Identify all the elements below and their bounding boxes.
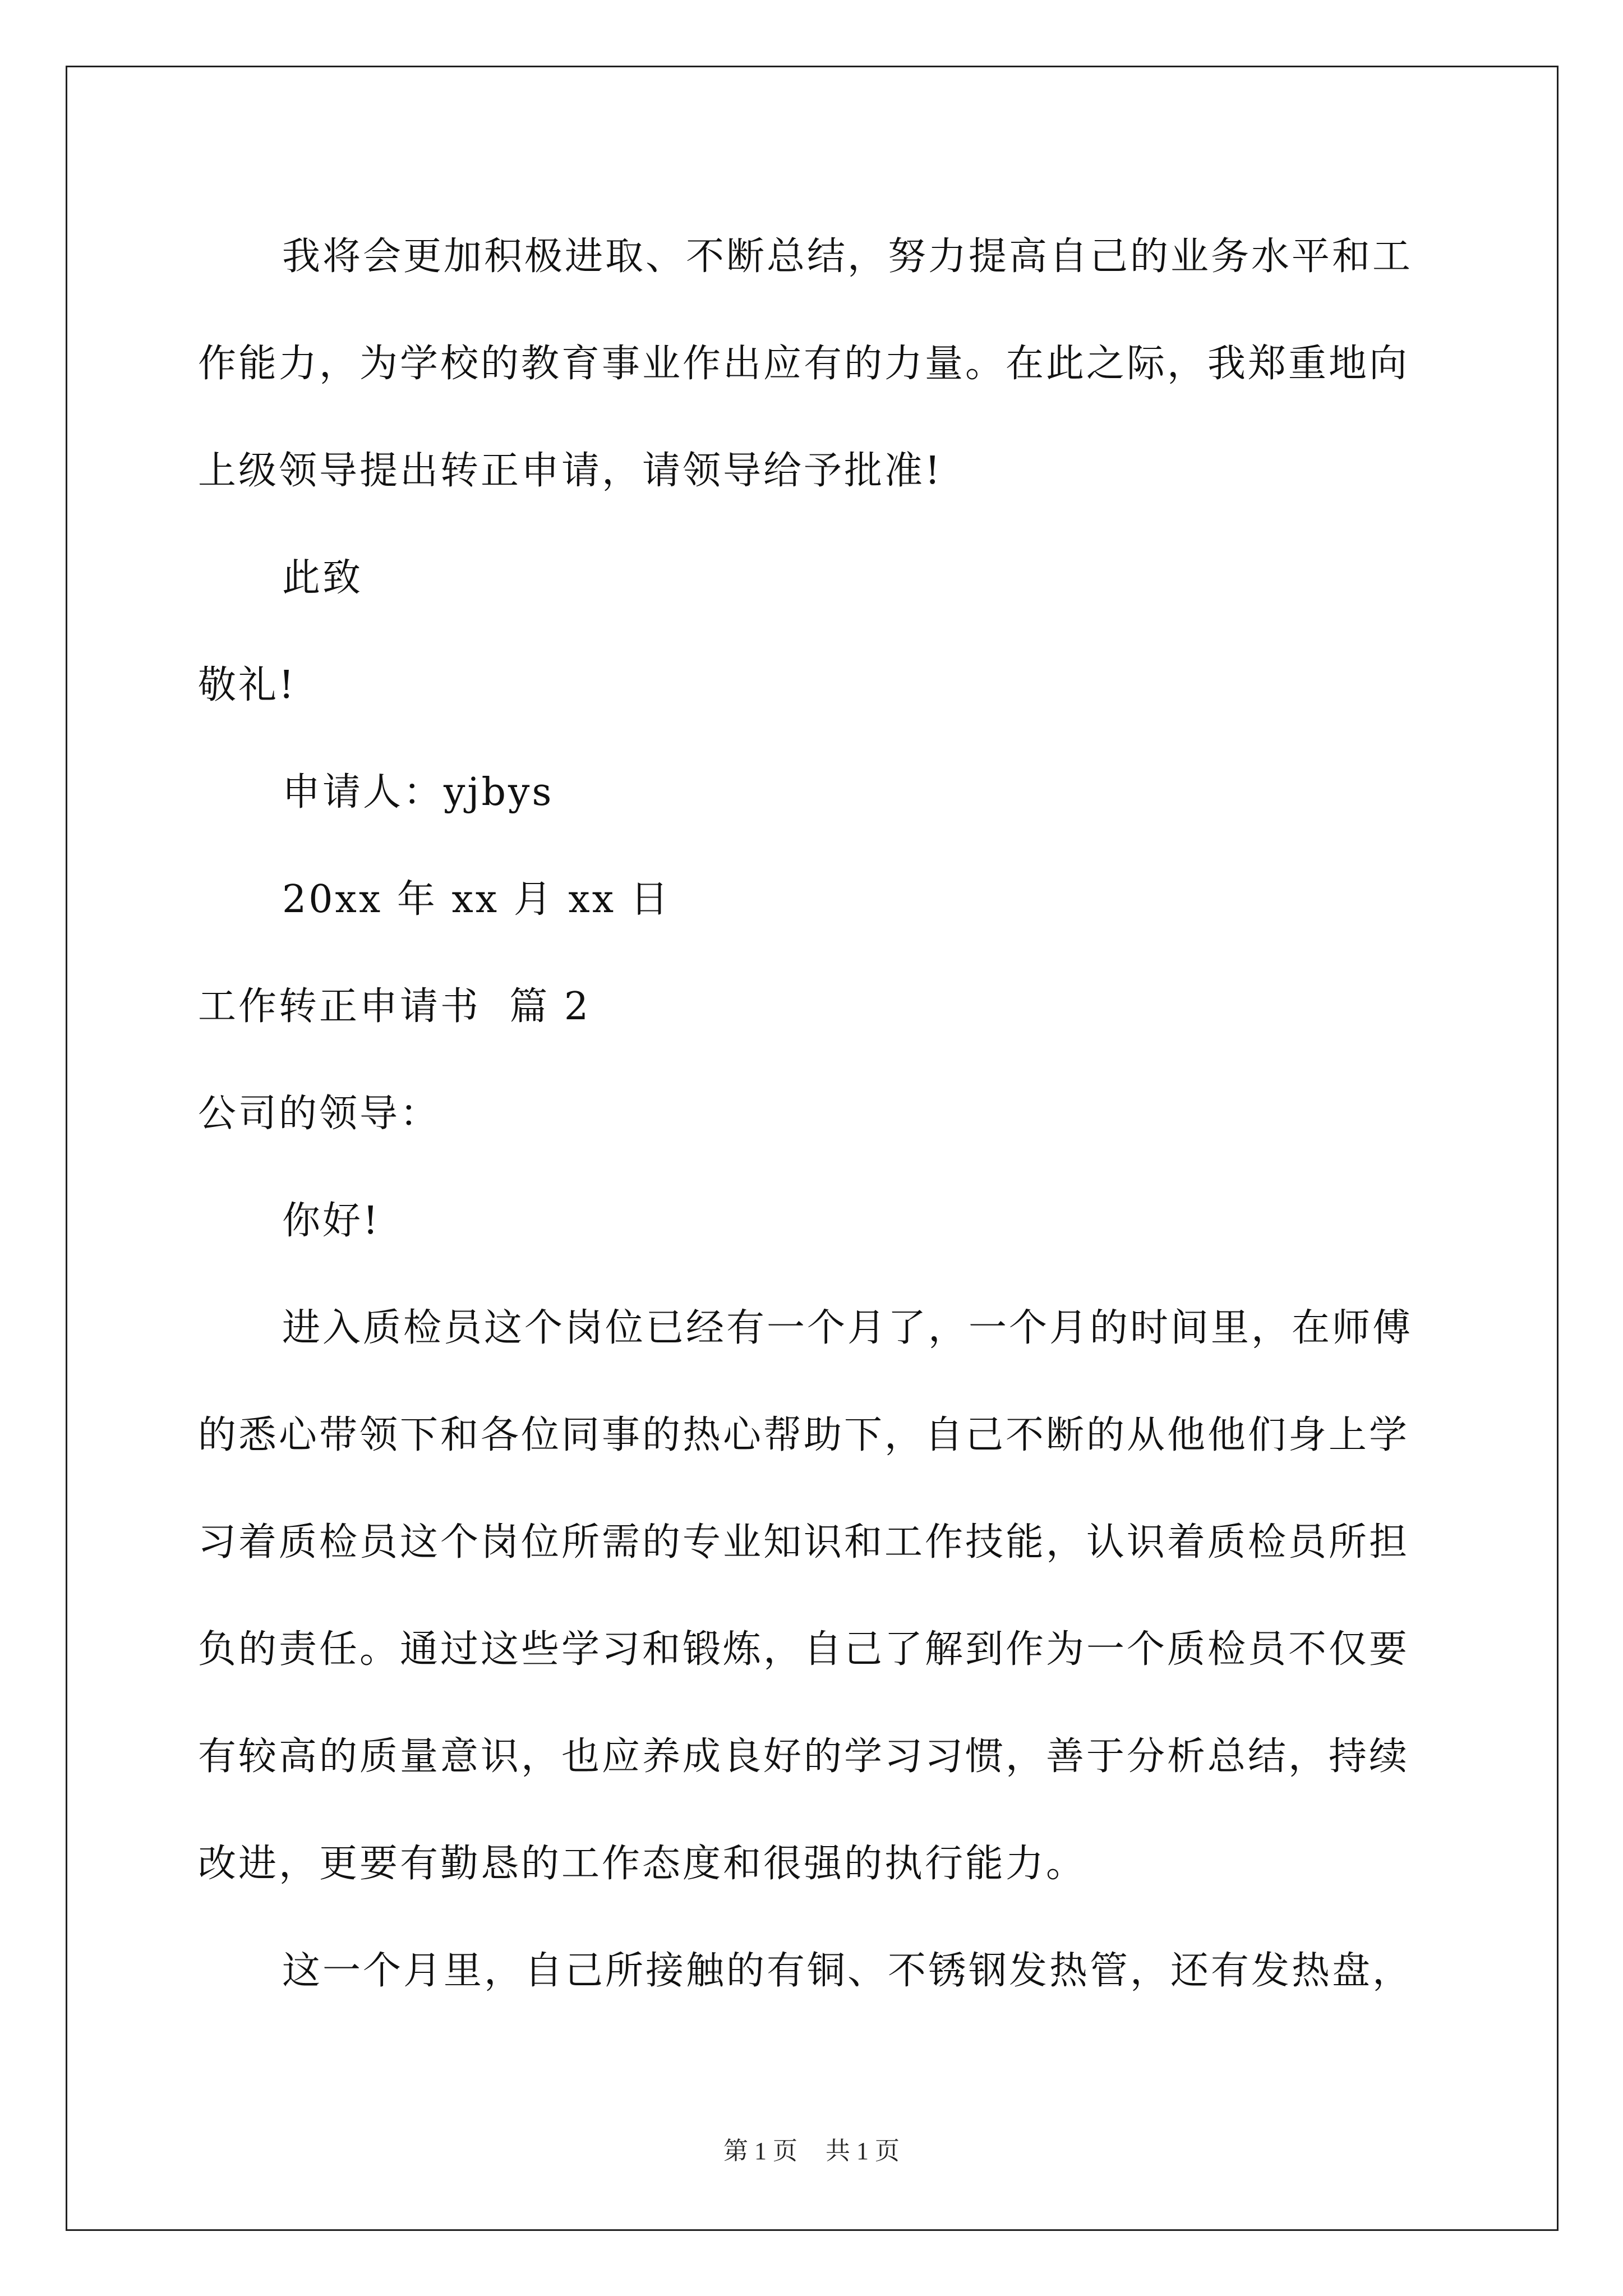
body-paragraph-continued: 这一个月里，自己所接触的有铜、不锈钢发热管，还有发热盘， (282, 1949, 1413, 1993)
closing-paragraph: 我将会更加积极进取、不断总结，努力提高自己的业务水平和工作能力，为学校的教育事业作出应有的力量。在此之际，我郑重地向上级领导提出转正申请，请领导给予批准! (198, 234, 1413, 493)
document-body (198, 203, 1437, 2024)
section-heading: 工作转正申请书 篇 2 (198, 984, 591, 1029)
salutation-jingli: 敬礼! (198, 663, 297, 707)
addressee-line: 公司的领导： (198, 1092, 441, 1136)
salutation-cizhi: 此致 (282, 556, 363, 600)
page-total: 共 1 页 (826, 2137, 900, 2165)
body-paragraph: 进入质检员这个岗位已经有一个月了，一个月的时间里，在师傅的悉心带领下和各位同事的热心帮助下，自己不断的从他他们身上学习着质检员这个岗位所需的专业知识和工作技能，认识着质检员所担负的责任。通过这些学习和锻炼，自己了解到作为一个质检员不仅要有较高的质量意识，也应养成良好的学习习惯，善于分析总结，持续改进，更要有勤恳的工作态度和很强的执行能力。 (198, 1306, 1413, 1886)
date-line: 20xx 年 xx 月 xx 日 (282, 877, 671, 922)
page-footer (0, 2131, 1623, 2166)
greeting-line: 你好! (282, 1199, 381, 1243)
applicant-line: 申请人：yjbys (282, 770, 554, 815)
page-number: 第 1 页 (723, 2137, 797, 2165)
